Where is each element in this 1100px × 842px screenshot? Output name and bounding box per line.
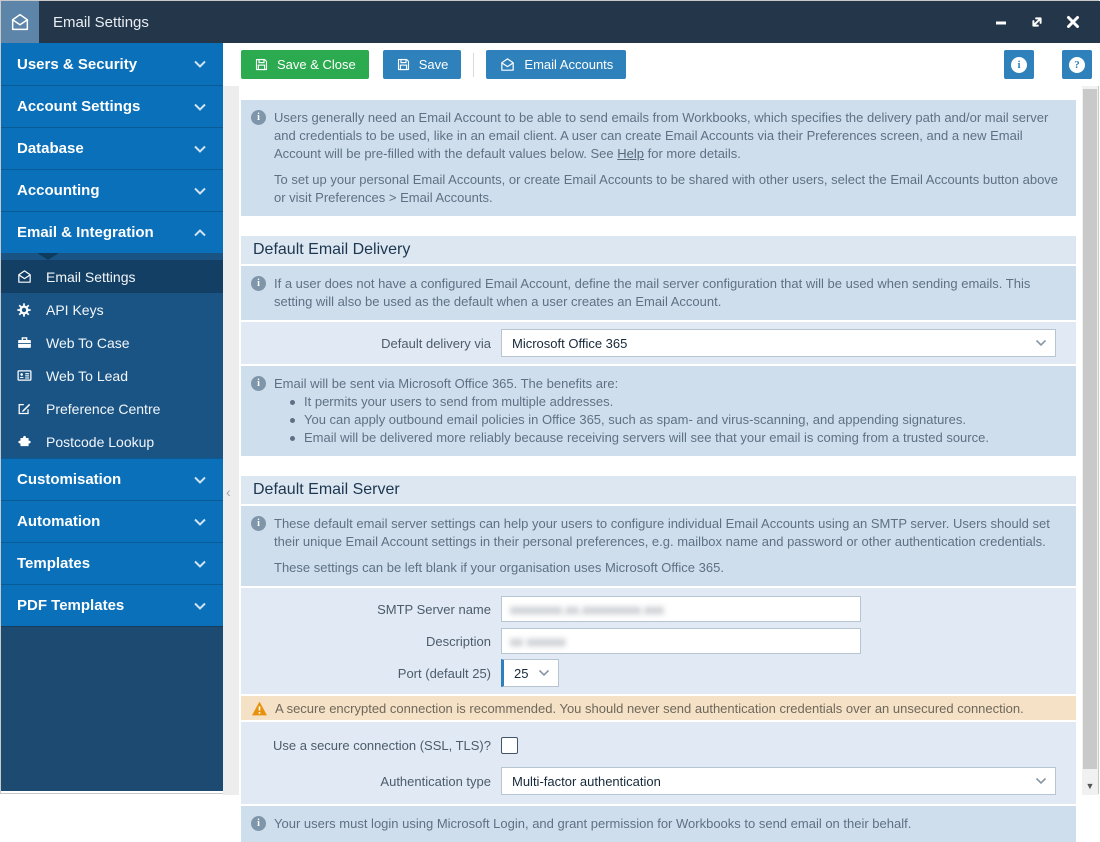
puzzle-icon	[15, 433, 33, 451]
chevron-down-icon	[193, 601, 207, 611]
section-header-default-email-delivery: Default Email Delivery	[241, 236, 1076, 264]
delivery-info-box	[241, 266, 1076, 320]
server-info-text-1: These default email server settings can help your users to configure individual Email Accounts using an SMTP server. Users should set their unique Email Account settings in their personal preferences, e.g. mailbox name and password or other authentication credentials.	[274, 516, 1050, 549]
sidebar-item-api-keys[interactable]	[1, 293, 223, 326]
edit-icon	[15, 400, 33, 418]
sidebar-item-pdf-templates[interactable]	[1, 584, 223, 626]
smtp-server-name-label: SMTP Server name	[377, 601, 491, 617]
sidebar-item-postcode-lookup[interactable]	[1, 425, 223, 458]
email-integration-submenu	[1, 253, 223, 458]
chevron-down-icon	[193, 475, 207, 485]
sidebar-item-preference-centre[interactable]	[1, 392, 223, 425]
save-icon	[254, 57, 269, 72]
sidebar-item-label: Account Settings	[17, 98, 141, 115]
chevron-down-icon	[538, 669, 550, 677]
sidebar-item-label: Email Settings	[46, 268, 136, 285]
intro-info-box	[241, 100, 1076, 216]
info-icon: i	[251, 276, 266, 291]
save-and-close-label: Save & Close	[277, 57, 356, 72]
help-icon: ?	[1069, 57, 1085, 73]
info-icon: i	[251, 516, 266, 531]
default-delivery-via-label: Default delivery via	[381, 335, 491, 351]
server-info-box	[241, 506, 1076, 586]
sidebar-item-database[interactable]	[1, 127, 223, 169]
sidebar-item-web-to-lead[interactable]	[1, 359, 223, 392]
close-button[interactable]	[1060, 9, 1086, 35]
envelope-open-icon	[499, 56, 516, 73]
scroll-down-arrow[interactable]: ▼	[1085, 781, 1095, 791]
smtp-server-name-value-blurred: xxxxxxxx.xx.xxxxxxxxx.xxx	[510, 601, 664, 617]
description-value-blurred: xx xxxxxx	[510, 633, 566, 649]
warning-text: A secure encrypted connection is recommended. You should never send authentication credentials over an unsecured connection.	[275, 700, 1024, 716]
description-label: Description	[425, 633, 491, 649]
benefit-item: You can apply outbound email policies in Office 365, such as spam- and virus-scanning, and appending signatures.	[274, 411, 989, 429]
help-button[interactable]	[1062, 50, 1092, 79]
info-icon: i	[251, 110, 266, 125]
sidebar-item-customisation[interactable]	[1, 458, 223, 500]
help-link[interactable]: Help	[617, 146, 644, 161]
chevron-down-icon	[193, 144, 207, 154]
sidebar-item-accounting[interactable]	[1, 169, 223, 211]
ssl-tls-checkbox[interactable]	[501, 737, 518, 754]
microsoft-login-info-box	[241, 806, 1076, 842]
secure-connection-warning	[241, 696, 1076, 720]
authentication-type-label: Authentication type	[380, 773, 491, 789]
sidebar-item-label: Templates	[17, 555, 91, 572]
sidebar-item-email-settings[interactable]	[1, 260, 223, 293]
sidebar-item-account-settings[interactable]	[1, 85, 223, 127]
default-delivery-via-value: Microsoft Office 365	[512, 335, 628, 351]
info-icon: i	[251, 816, 266, 831]
section-header-default-email-server: Default Email Server	[241, 476, 1076, 504]
resize-button[interactable]	[1024, 9, 1050, 35]
security-fields-panel	[241, 722, 1076, 804]
microsoft-login-info-text: Your users must login using Microsoft Login, and grant permission for Workbooks to send email on their behalf.	[274, 816, 912, 831]
window-controls	[988, 9, 1086, 35]
sidebar-item-templates[interactable]	[1, 542, 223, 584]
toolbar-separator	[473, 53, 474, 77]
description-input[interactable]	[501, 628, 861, 654]
intro-text: Users generally need an Email Account to be able to send emails from Workbooks, which specifies the delivery path and/or mail server and credentials to be used, like in an email client. A user can create Email Accounts via their Preferences screen, and a new Email Account will be pre-filled with the default values below. See	[274, 110, 1049, 161]
sidebar-item-users-security[interactable]	[1, 43, 223, 85]
settings-sidebar	[1, 43, 223, 791]
sidebar-item-label: API Keys	[46, 301, 104, 318]
email-app-icon	[1, 1, 39, 43]
minimize-button[interactable]	[988, 9, 1014, 35]
sidebar-splitter[interactable]	[223, 86, 239, 795]
sidebar-item-label: Automation	[17, 513, 101, 530]
email-accounts-label: Email Accounts	[524, 57, 614, 72]
benefit-item: It permits your users to send from multiple addresses.	[274, 393, 989, 411]
sidebar-item-label: Users & Security	[17, 55, 138, 73]
sidebar-item-label: Database	[17, 140, 84, 157]
save-button[interactable]	[383, 50, 462, 79]
server-fields-panel	[241, 588, 1076, 694]
email-accounts-button[interactable]	[486, 50, 626, 79]
save-label: Save	[418, 57, 449, 72]
intro-paragraph-2: To set up your personal Email Accounts, or create Email Accounts to be shared with other users, select the Email Accounts button above or visit Preferences > Email Accounts.	[274, 172, 1059, 205]
collapse-sidebar-icon[interactable]: ‹	[226, 484, 231, 500]
close-icon	[1065, 14, 1081, 30]
port-select[interactable]	[501, 659, 559, 687]
toolbar	[239, 43, 1100, 86]
window-title: Email Settings	[53, 13, 149, 31]
sidebar-item-label: Email & Integration	[17, 224, 154, 241]
sidebar-filler	[1, 626, 223, 791]
sidebar-item-label: Web To Case	[46, 334, 130, 351]
envelope-open-icon	[9, 11, 31, 33]
sidebar-item-label: PDF Templates	[17, 597, 125, 614]
chevron-down-icon	[193, 559, 207, 569]
chevron-down-icon	[193, 186, 207, 196]
port-label: Port (default 25)	[397, 665, 491, 681]
vertical-scrollbar[interactable]	[1082, 86, 1098, 795]
gear-icon	[15, 301, 33, 319]
sidebar-item-label: Preference Centre	[46, 400, 161, 417]
chevron-up-icon	[193, 228, 207, 238]
server-info-text-2: These settings can be left blank if your organisation uses Microsoft Office 365.	[274, 560, 724, 575]
ssl-tls-label: Use a secure connection (SSL, TLS)?	[273, 737, 491, 753]
save-icon	[396, 57, 411, 72]
resize-icon	[1028, 13, 1046, 31]
titlebar	[1, 1, 1100, 43]
scrollbar-thumb[interactable]	[1083, 89, 1097, 769]
warning-icon	[251, 701, 268, 716]
sidebar-item-email-integration[interactable]	[1, 211, 223, 253]
id-card-icon	[15, 367, 33, 385]
chevron-down-icon	[1035, 777, 1047, 785]
envelope-open-icon	[15, 268, 33, 286]
save-and-close-button[interactable]	[241, 50, 369, 79]
submenu-notch	[1, 253, 223, 260]
intro-paragraph-1	[274, 109, 1064, 163]
email-settings-form	[239, 86, 1084, 831]
briefcase-icon	[15, 334, 33, 352]
sidebar-item-label: Web To Lead	[46, 367, 128, 384]
intro-text: for more details.	[644, 146, 741, 161]
info-icon: i	[1011, 57, 1027, 73]
sidebar-item-label: Accounting	[17, 182, 100, 199]
delivery-info-text: If a user does not have a configured Email Account, define the mail server configuration that will be used when sending emails. This setting will also be used as the default when a user creates an Email Account.	[274, 276, 1031, 309]
authentication-type-value: Multi-factor authentication	[512, 773, 661, 789]
info-button[interactable]	[1004, 50, 1034, 79]
benefits-intro: Email will be sent via Microsoft Office 365. The benefits are:	[274, 376, 619, 391]
smtp-server-name-input[interactable]	[501, 596, 861, 622]
chevron-down-icon	[193, 59, 207, 69]
delivery-field-panel	[241, 322, 1076, 364]
minimize-icon	[993, 14, 1009, 30]
benefit-item: Email will be delivered more reliably because receiving servers will see that your email is coming from a trusted source.	[274, 429, 989, 447]
port-value: 25	[514, 665, 529, 681]
chevron-down-icon	[193, 517, 207, 527]
info-icon: i	[251, 376, 266, 391]
chevron-down-icon	[193, 102, 207, 112]
sidebar-item-label: Customisation	[17, 471, 122, 488]
office365-benefits-box	[241, 366, 1076, 456]
default-delivery-via-select[interactable]	[501, 329, 1056, 357]
authentication-type-select[interactable]	[501, 767, 1056, 795]
chevron-down-icon	[1035, 339, 1047, 347]
sidebar-item-web-to-case[interactable]	[1, 326, 223, 359]
sidebar-item-label: Postcode Lookup	[46, 433, 155, 450]
sidebar-item-automation[interactable]	[1, 500, 223, 542]
